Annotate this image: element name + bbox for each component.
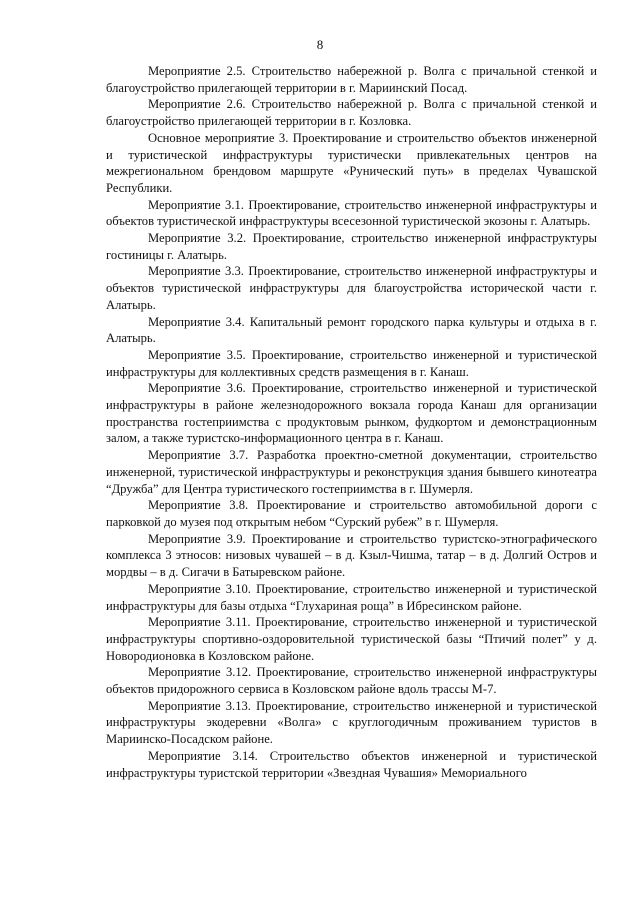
paragraph-measure-3-3: Мероприятие 3.3. Проектирование, строительство инженерной инфраструктуры и объектов туристической инфраструктуры для благоустройства исторической части г. Алатырь. [106, 264, 597, 312]
paragraph-measure-2-6: Мероприятие 2.6. Строительство набережной р. Волга с причальной стенкой и благоустройство прилегающей территории в г. Козловка. [106, 97, 597, 129]
paragraph-measure-2-5: Мероприятие 2.5. Строительство набережной р. Волга с причальной стенкой и благоустройство прилегающей территории в г. Мариинский Посад. [106, 64, 597, 95]
paragraph-measure-3-9: Мероприятие 3.9. Проектирование и строительство туристско-этнографического комплекса 3 этносов: низовых чувашей – в д. Кзыл-Чишма, татар – в д. Долгий Остров и мордвы – в д. Сигачи в Батыревском районе. [106, 531, 597, 580]
document-body [106, 63, 597, 781]
paragraph-measure-3-8: Мероприятие 3.8. Проектирование и строительство автомобильной дороги с парковкой до музея под открытым небом “Сурский рубеж” в г. Шумерля. [106, 498, 597, 529]
page-number: 8 [316, 37, 324, 52]
paragraph-measure-3-2: Мероприятие 3.2. Проектирование, строительство инженерной инфраструктуры гостиницы г. Алатырь. [106, 231, 597, 262]
paragraph-measure-3-6: Мероприятие 3.6. Проектирование, строительство инженерной и туристической инфраструктуры в районе железнодорожного вокзала города Канаш для организации пространства гостеприимства с продуктовым рынком, фудкортом и демонстрационным залом, а также туристско-информационного центра в г. Канаш. [106, 381, 597, 446]
paragraph-measure-3-13: Мероприятие 3.13. Проектирование, строительство инженерной и туристической инфраструктуры экодеревни «Волга» с круглогодичным проживанием туристов в Мариинско-Посадском районе. [106, 698, 597, 747]
paragraph-measure-3-5: Мероприятие 3.5. Проектирование, строительство инженерной и туристической инфраструктуры для коллективных средств размещения в г. Канаш. [106, 347, 597, 379]
paragraph-measure-3-4: Мероприятие 3.4. Капитальный ремонт городского парка культуры и отдыха в г. Алатырь. [106, 314, 597, 346]
paragraph-measure-3-12: Мероприятие 3.12. Проектирование, строительство инженерной инфраструктуры объектов придорожного сервиса в Козловском районе вдоль трассы М-7. [106, 665, 597, 697]
paragraph-measure-3-1: Мероприятие 3.1. Проектирование, строительство инженерной инфраструктуры и объектов туристической инфраструктуры всесезонной туристической экозоны г. Алатырь. [106, 197, 597, 229]
paragraph-main-measure-3: Основное мероприятие 3. Проектирование и строительство объектов инженерной и туристической инфраструктуры туристически привлекательных центров на межрегиональном брендовом маршруте «Рунический путь» в пределах Чувашской Республики. [106, 130, 597, 195]
paragraph-measure-3-11: Мероприятие 3.11. Проектирование, строительство инженерной и туристической инфраструктуры спортивно-оздоровительной туристической базы “Птичий полет” у д. Новородионовка в Козловском районе. [106, 615, 597, 663]
paragraph-measure-3-10: Мероприятие 3.10. Проектирование, строительство инженерной и туристической инфраструктуры для базы отдыха “Глухариная роща” в Ибресинском районе. [106, 581, 597, 613]
paragraph-measure-3-14: Мероприятие 3.14. Строительство объектов инженерной и туристической инфраструктуры туристской территории «Звездная Чувашия» Мемориального [106, 748, 597, 780]
paragraph-measure-3-7: Мероприятие 3.7. Разработка проектно-сметной документации, строительство инженерной, туристической инфраструктуры и реконструкция здания бывшего кинотеатра “Дружба” для Центра туристического гостеприимства в г. Шумерля. [106, 448, 597, 496]
